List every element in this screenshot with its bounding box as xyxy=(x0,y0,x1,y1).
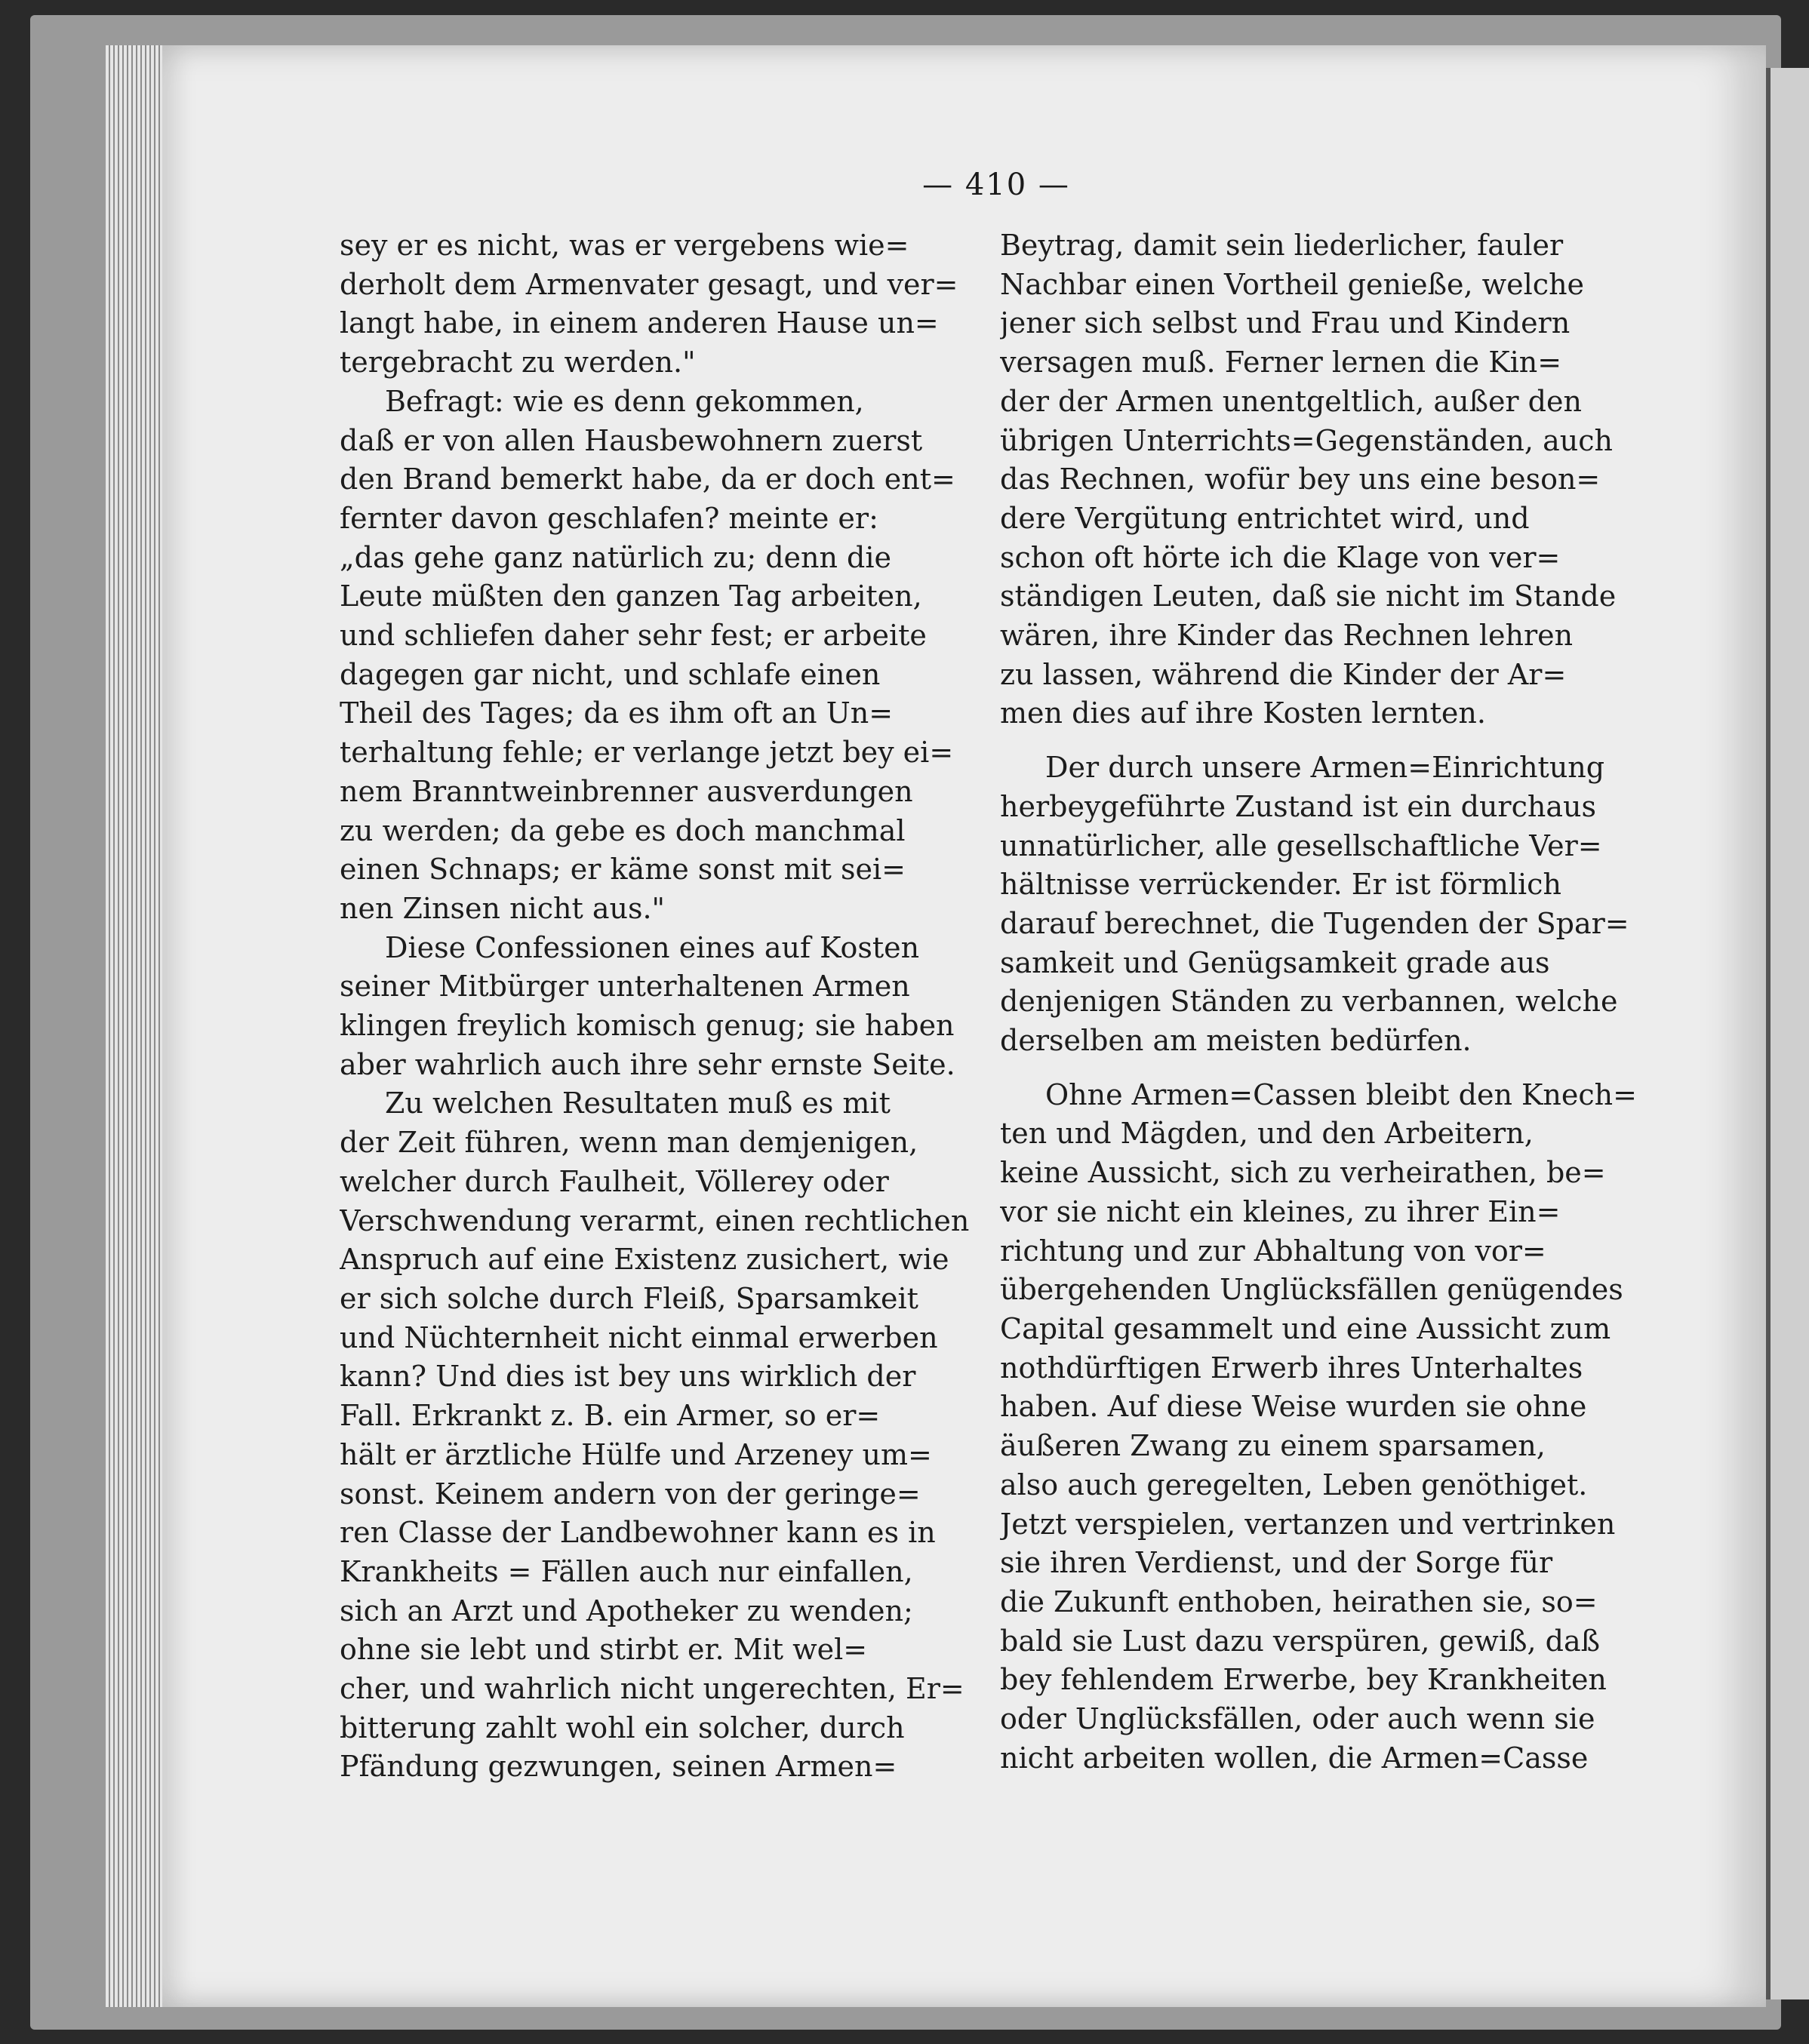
text-line: sonst. Keinem andern von der geringe= xyxy=(340,1477,921,1511)
text-line: samkeit und Genügsamkeit grade aus xyxy=(1000,945,1550,979)
text-line: die Zukunft enthoben, heirathen sie, so= xyxy=(1000,1584,1598,1618)
facing-page-edge xyxy=(1766,68,1809,1999)
text-line: Anspruch auf eine Existenz zusichert, wie xyxy=(340,1243,949,1277)
text-line: Krankheits = Fällen auch nur einfallen, xyxy=(340,1554,913,1588)
text-line: derholt dem Armenvater gesagt, und ver= xyxy=(340,267,958,301)
text-line: Fall. Erkrankt z. B. ein Armer, so er= xyxy=(340,1399,881,1433)
text-line: Verschwendung verarmt, einen rechtlichen xyxy=(340,1203,970,1237)
text-line: nem Branntweinbrenner ausverdungen xyxy=(340,774,913,808)
text-line: kann? Und dies ist bey uns wirklich der xyxy=(340,1360,916,1394)
text-line: vor sie nicht ein kleines, zu ihrer Ein= xyxy=(1000,1194,1561,1228)
text-line: sich an Arzt und Apotheker zu wenden; xyxy=(340,1594,913,1628)
text-line: derselben am meisten bedürfen. xyxy=(1000,1024,1472,1058)
text-line: Beytrag, damit sein liederlicher, fauler xyxy=(1000,229,1564,262)
text-line: übergehenden Unglücksfällen genügendes xyxy=(1000,1273,1623,1307)
text-line: hält er ärztliche Hülfe und Arzeney um= xyxy=(340,1437,932,1471)
text-line: dagegen gar nicht, und schlafe einen xyxy=(340,657,881,691)
text-line: der der Armen unentgeltlich, außer den xyxy=(1000,384,1582,418)
text-line: Zu welchen Resultaten muß es mit xyxy=(385,1087,891,1120)
text-line: bey fehlendem Erwerbe, bey Krankheiten xyxy=(1000,1663,1607,1697)
text-line: oder Unglücksfällen, oder auch wenn sie xyxy=(1000,1702,1595,1736)
text-line: bitterung zahlt wohl ein solcher, durch xyxy=(340,1711,905,1744)
text-line: nicht arbeiten wollen, die Armen=Casse xyxy=(1000,1741,1589,1775)
text-line: Der durch unsere Armen=Einrichtung xyxy=(1045,751,1605,785)
text-line: versagen muß. Ferner lernen die Kin= xyxy=(1000,346,1562,380)
text-line: unnatürlicher, alle gesellschaftliche Ver= xyxy=(1000,828,1602,862)
text-line: denjenigen Ständen zu verbannen, welche xyxy=(1000,985,1618,1019)
text-line: aber wahrlich auch ihre sehr ernste Seite. xyxy=(340,1047,955,1081)
text-line: richtung und zur Abhaltung von vor= xyxy=(1000,1234,1546,1268)
text-line: „das gehe ganz natürlich zu; denn die xyxy=(340,540,892,574)
text-line: zu werden; da gebe es doch manchmal xyxy=(340,813,906,847)
text-line: Befragt: wie es denn gekommen, xyxy=(385,384,864,418)
text-line: den Brand bemerkt habe, da er doch ent= xyxy=(340,463,955,496)
text-line: darauf berechnet, die Tugenden der Spar= xyxy=(1000,906,1629,940)
text-line: tergebracht zu werden." xyxy=(340,346,696,380)
text-line: er sich solche durch Fleiß, Sparsamkeit xyxy=(340,1281,918,1315)
text-line: terhaltung fehle; er verlange jetzt bey ei= xyxy=(340,736,954,770)
text-line: wären, ihre Kinder das Rechnen lehren xyxy=(1000,619,1574,653)
text-line: ten und Mägden, und den Arbeitern, xyxy=(1000,1117,1534,1151)
text-line: Nachbar einen Vortheil genieße, welche xyxy=(1000,267,1585,301)
text-line: bald sie Lust dazu verspüren, gewiß, daß xyxy=(1000,1624,1600,1658)
text-line: Ohne Armen=Cassen bleibt den Knech= xyxy=(1045,1077,1637,1111)
text-line: also auch geregelten, Leben genöthiget. xyxy=(1000,1468,1588,1501)
text-line: nen Zinsen nicht aus." xyxy=(340,891,666,925)
text-line: jener sich selbst und Frau und Kindern xyxy=(1000,306,1571,340)
paragraph-gap xyxy=(1000,733,1649,748)
text-line: Leute müßten den ganzen Tag arbeiten, xyxy=(340,579,922,613)
page-number-header: — 410 — xyxy=(922,168,1070,202)
text-line: daß er von allen Hausbewohnern zuerst xyxy=(340,423,923,457)
text-line: Theil des Tages; da es ihm oft an Un= xyxy=(340,696,894,730)
text-line: ren Classe der Landbewohner kann es in xyxy=(340,1516,936,1550)
page-edges xyxy=(106,45,166,2007)
right-text-column xyxy=(1000,226,1649,1778)
text-line: welcher durch Faulheit, Völlerey oder xyxy=(340,1164,889,1198)
text-line: einen Schnaps; er käme sonst mit sei= xyxy=(340,853,906,887)
text-line: cher, und wahrlich nicht ungerechten, Er= xyxy=(340,1672,964,1706)
text-line: men dies auf ihre Kosten lernten. xyxy=(1000,696,1486,730)
text-line: sey er es nicht, was er vergebens wie= xyxy=(340,229,909,262)
text-line: Jetzt verspielen, vertanzen und vertrinken xyxy=(1000,1507,1616,1541)
text-line: Diese Confessionen eines auf Kosten xyxy=(385,930,920,964)
text-line: keine Aussicht, sich zu verheirathen, be= xyxy=(1000,1156,1606,1190)
text-line: schon oft hörte ich die Klage von ver= xyxy=(1000,540,1561,574)
text-line: zu lassen, während die Kinder der Ar= xyxy=(1000,657,1567,691)
text-line: übrigen Unterrichts=Gegenständen, auch xyxy=(1000,423,1613,457)
text-line: sie ihren Verdienst, und der Sorge für xyxy=(1000,1546,1553,1580)
text-line: hältnisse verrückender. Er ist förmlich xyxy=(1000,868,1561,902)
text-line: seiner Mitbürger unterhaltenen Armen xyxy=(340,970,910,1004)
text-line: klingen freylich komisch genug; sie haben xyxy=(340,1009,955,1043)
text-line: äußeren Zwang zu einem sparsamen, xyxy=(1000,1429,1546,1463)
text-line: ohne sie lebt und stirbt er. Mit wel= xyxy=(340,1633,868,1667)
paragraph-gap xyxy=(1000,1061,1649,1076)
text-line: Capital gesammelt und eine Aussicht zum xyxy=(1000,1311,1611,1345)
text-line: Pfändung gezwungen, seinen Armen= xyxy=(340,1750,897,1784)
text-line: dere Vergütung entrichtet wird, und xyxy=(1000,501,1530,535)
text-line: und Nüchternheit nicht einmal erwerben xyxy=(340,1320,938,1354)
text-line: langt habe, in einem anderen Hause un= xyxy=(340,306,939,340)
left-text-column xyxy=(340,226,996,1787)
text-line: ständigen Leuten, daß sie nicht im Stande xyxy=(1000,579,1617,613)
text-line: fernter davon geschlafen? meinte er: xyxy=(340,501,878,535)
text-line: das Rechnen, wofür bey uns eine beson= xyxy=(1000,463,1601,496)
text-line: der Zeit führen, wenn man demjenigen, xyxy=(340,1126,918,1160)
text-line: nothdürftigen Erwerb ihres Unterhaltes xyxy=(1000,1351,1583,1385)
text-line: herbeygeführte Zustand ist ein durchaus xyxy=(1000,789,1596,823)
text-line: und schliefen daher sehr fest; er arbeite xyxy=(340,619,927,653)
text-line: haben. Auf diese Weise wurden sie ohne xyxy=(1000,1390,1587,1424)
